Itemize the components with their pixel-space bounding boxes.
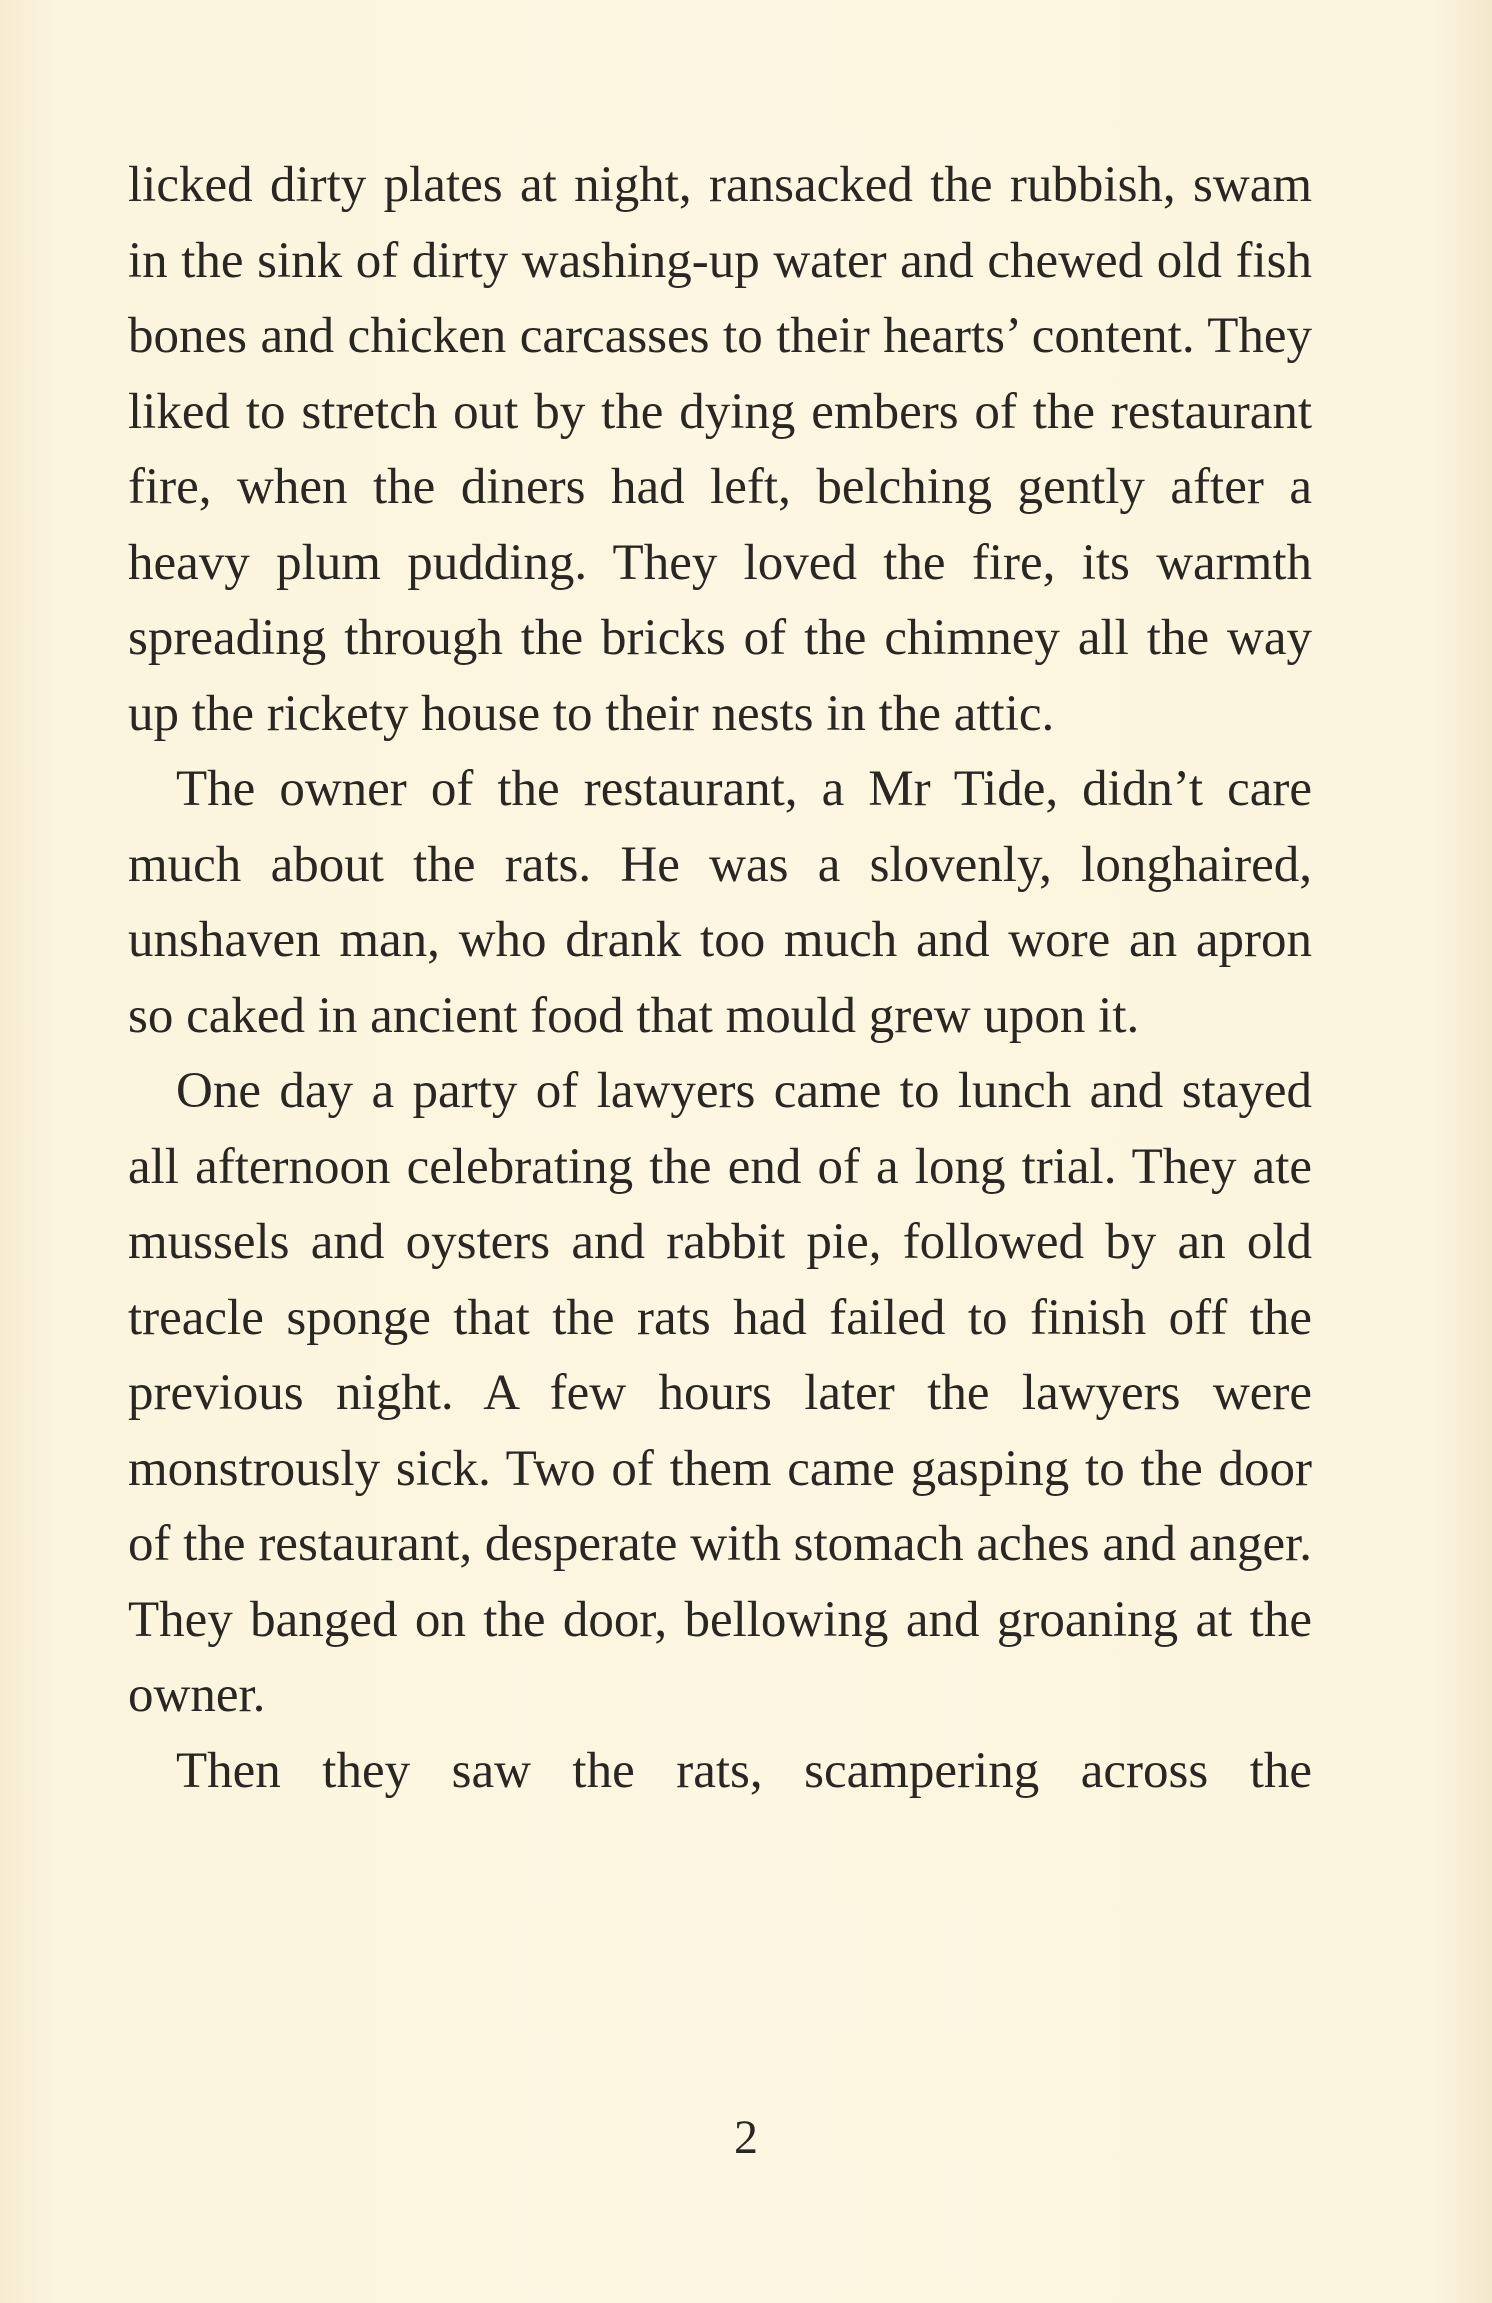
paragraph-2: The owner of the restaurant, a Mr Tide, didn’t care much about the rats. He was a slovenly, longhaired, unshaven man, who drank too much and wore an apron so caked in ancient food that mould grew upon it. (128, 761, 1312, 1044)
paragraph-1: licked dirty plates at night, ransacked the rubbish, swam in the sink of dirty washing-up water and chewed old fish bones and chicken carcasses to their hearts’ content. They liked to stretch out by the dying embers of the restaurant fire, when the diners had left, belching gently after a heavy plum pudding. They loved the fire, its warmth spreading through the bricks of the chimney all the way up the rickety house to their nests in the attic. (128, 157, 1312, 742)
paragraph-4: Then they saw the rats, scampering across the (176, 1742, 1312, 1799)
body-text (128, 148, 1312, 1809)
paragraph-3: One day a party of lawyers came to lunch and stayed all afternoon celebrating the end of a long trial. They ate mussels and oysters and rabbit pie, followed by an old treacle sponge that the rats had failed to finish off the previous night. A few hours later the lawyers were monstrously sick. Two of them came gasping to the door of the restaurant, desperate with stomach aches and anger. They banged on the door, bellowing and groaning at the owner. (128, 1063, 1312, 1723)
page-number: 2 (734, 2111, 758, 2164)
